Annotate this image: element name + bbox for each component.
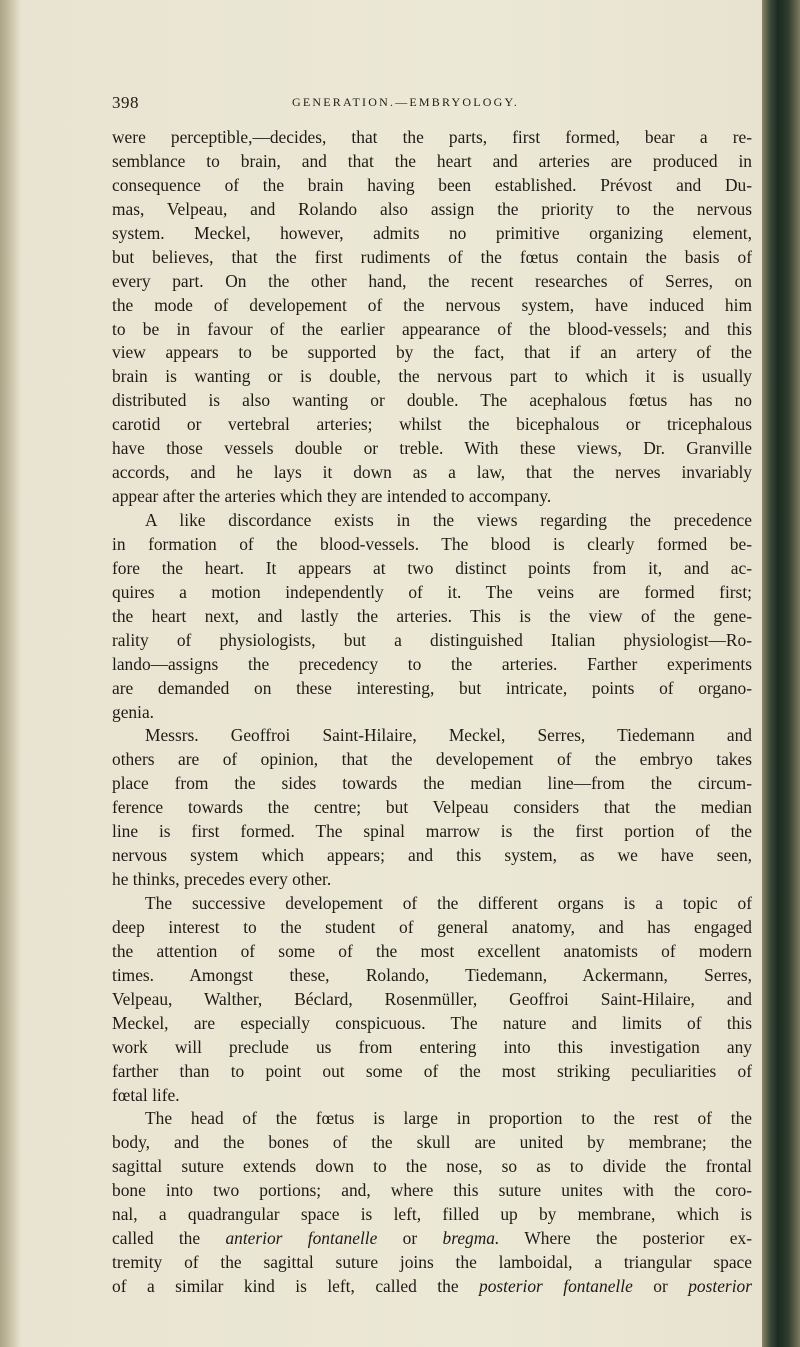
text-fragment: called the [112,1228,226,1249]
text-line: fœtal life. [112,1084,180,1105]
text-line: system. Meckel, however, admits no primitive organizing element, [112,222,752,243]
text-line: distributed is also wanting or double. The acephalous fœtus has no [112,390,752,411]
text-line: appear after the arteries which they are intended to accompany. [112,486,552,507]
text-line: A like discordance exists in the views regarding the precedence [145,510,752,530]
text-fragment: or [377,1228,443,1249]
text-line: the mode of developement of the nervous system, have induced him [112,294,752,315]
text-line: mas, Velpeau, and Rolando also assign the priority to the nervous [112,198,752,219]
italic-term: bregma. [442,1228,500,1249]
italic-term: anterior fontanelle [225,1228,378,1249]
text-line: were perceptible,—decides, that the parts, first formed, bear a re- [112,127,752,147]
italic-term: posterior fontanelle [479,1276,633,1296]
text-fragment: of a similar kind is left, called the [112,1276,480,1296]
text-line: The successive developement of the different organs is a topic of [145,893,752,913]
text-line: ference towards the centre; but Velpeau considers that the median [112,797,752,818]
text-line: sagittal suture extends down to the nose, so as to divide the frontal [112,1156,752,1177]
text-line: body, and the bones of the skull are united by membrane; the [112,1132,752,1153]
text-line: deep interest to the student of general anatomy, and has engaged [112,916,752,937]
text-line [112,1275,752,1299]
text-line: Velpeau, Walther, Béclard, Rosenmüller, Geoffroi Saint-Hilaire, and [112,988,752,1009]
text-line: rality of physiologists, but a distinguished Italian physiologist—Ro- [112,629,752,650]
page-number: 398 [112,93,139,112]
text-line: genia. [112,701,155,722]
text-line: view appears to be supported by the fact, that if an artery of the [112,342,752,363]
text-line: but believes, that the first rudiments of the fœtus contain the basis of [112,246,752,267]
text-line: every part. On the other hand, the recent researches of Serres, on [112,270,752,291]
text-line: consequence of the brain having been established. Prévost and Du- [112,174,752,195]
running-head: GENERATION.—EMBRYOLOGY. [292,95,520,109]
text-line: quires a motion independently of it. The veins are formed first; [112,581,752,602]
text-line: the attention of some of the most excellent anatomists of modern [112,940,752,961]
text-line: to be in favour of the earlier appearance of the blood-vessels; and this [112,318,752,339]
text-line: brain is wanting or is double, the nervous part to which it is usually [112,366,752,387]
text-line: times. Amongst these, Rolando, Tiedemann, Ackermann, Serres, [112,964,752,985]
text-line: bone into two portions; and, where this suture unites with the coro- [112,1180,752,1201]
page-header [112,93,752,115]
text-line: he thinks, precedes every other. [112,869,332,890]
text-line: The head of the fœtus is large in proportion to the rest of the [145,1108,752,1129]
text-fragment: Where the posterior ex- [499,1228,752,1249]
text-line: in formation of the blood-vessels. The blood is clearly formed be- [112,533,752,554]
text-line: Meckel, are especially conspicuous. The nature and limits of this [112,1012,752,1033]
text-line: the heart next, and lastly the arteries. This is the view of the gene- [112,605,752,626]
text-line: tremity of the sagittal suture joins the lamboidal, a triangular space [112,1252,752,1273]
text-line: lando—assigns the precedency to the arteries. Farther experiments [112,653,752,674]
text-line: place from the sides towards the median line—from the circum- [112,773,752,794]
text-line [112,1227,752,1251]
italic-term: posterior [688,1276,752,1296]
text-fragment: or [632,1276,689,1296]
text-line: others are of opinion, that the developement of the embryo takes [112,749,752,770]
text-line: carotid or vertebral arteries; whilst the bicephalous or tricephalous [112,414,752,435]
text-line: fore the heart. It appears at two distinct points from it, and ac- [112,557,752,578]
text-line: farther than to point out some of the most striking peculiarities of [112,1060,752,1081]
text-line: Messrs. Geoffroi Saint-Hilaire, Meckel, Serres, Tiedemann and [145,725,752,746]
text-line: work will preclude us from entering into this investigation any [112,1036,752,1057]
page-gutter-shadow [0,0,22,1347]
body-text [112,126,752,1299]
page-edge-binding [762,0,800,1347]
text-line: are demanded on these interesting, but intricate, points of organo- [112,677,752,698]
text-line: nervous system which appears; and this system, as we have seen, [112,845,752,866]
text-line: nal, a quadrangular space is left, filled up by membrane, which is [112,1204,752,1225]
text-line: semblance to brain, and that the heart and arteries are produced in [112,150,752,171]
text-line: line is first formed. The spinal marrow is the first portion of the [112,821,752,842]
text-line: accords, and he lays it down as a law, that the nerves invariably [112,462,752,483]
text-line: have those vessels double or treble. With these views, Dr. Granville [112,438,752,459]
